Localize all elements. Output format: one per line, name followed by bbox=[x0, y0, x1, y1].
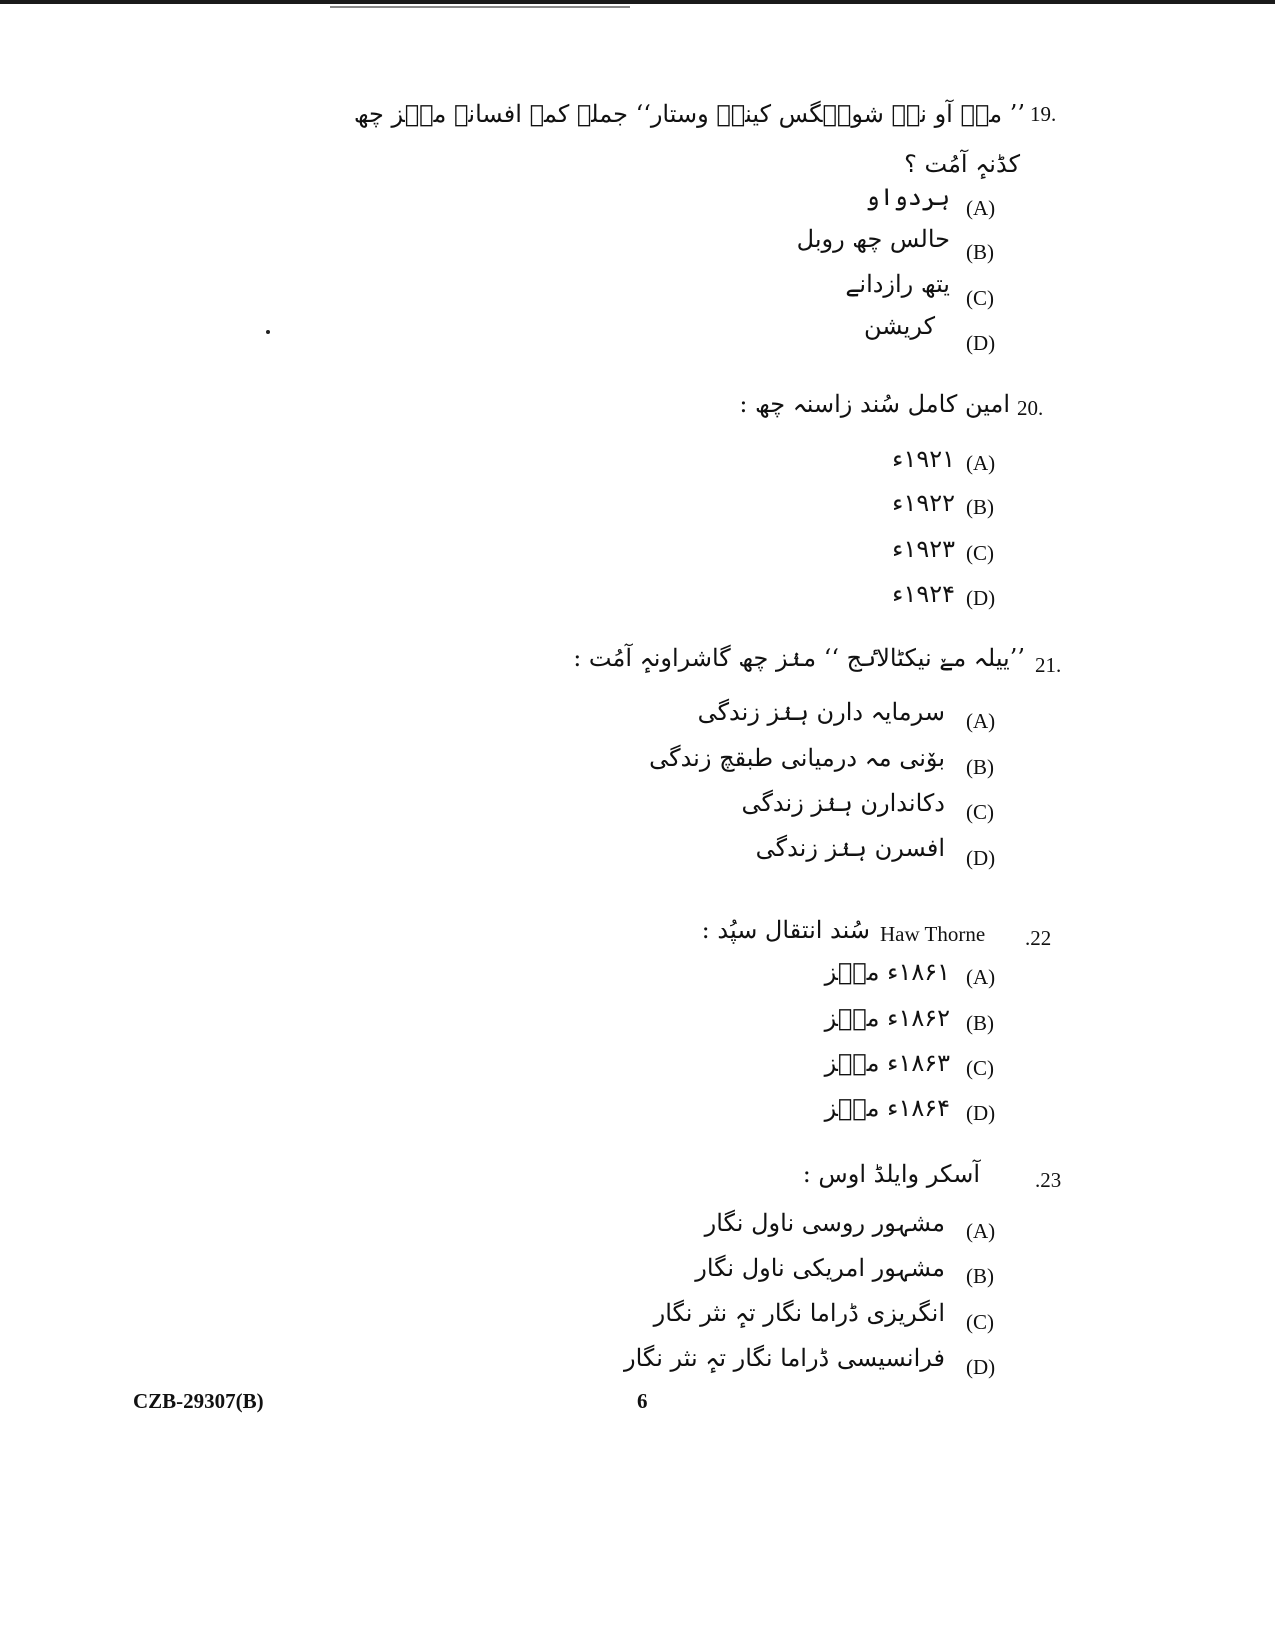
option-label: (D) bbox=[966, 846, 996, 870]
page-number: 6 bbox=[637, 1389, 648, 1413]
question-stem: ’’ مےٚ آو نہٕ شونٛگس کینہہ وستار‘‘ جملہ کمہ افسانہ منٛز چھ bbox=[353, 100, 1025, 128]
option-text: مشہور امریکی ناول نگار bbox=[695, 1254, 945, 1282]
option-label: (C) bbox=[966, 286, 994, 310]
question-number: .23 bbox=[1035, 1168, 1062, 1192]
option-text: کریشن bbox=[863, 312, 935, 340]
option-label: (C) bbox=[966, 800, 994, 824]
option-text: انگریزی ڈراما نگار تہٕ نثر نگار bbox=[653, 1299, 945, 1327]
question-number: 20. bbox=[1017, 396, 1044, 420]
paper-code: CZB-29307(B) bbox=[133, 1389, 264, 1413]
question-stem: ’’ییلہ مےٚ نیکٹالاٸج ‘‘ منٛز چھ گاشراونہٕ آمُت : bbox=[573, 644, 1025, 672]
question-stem: آسکر وایلڈ اوس : bbox=[802, 1160, 980, 1188]
option-text: یتھ رازدانے bbox=[845, 270, 950, 298]
option-label: (D) bbox=[966, 586, 996, 610]
option-text: ۱۸۶۲ء منٛز bbox=[824, 1004, 950, 1032]
question-number: 19. bbox=[1030, 102, 1057, 126]
top-rule bbox=[0, 0, 1275, 4]
question-stem-continued: کڈنہٕ آمُت ؟ bbox=[904, 150, 1020, 178]
option-text: حالس چھ روبل bbox=[796, 225, 950, 253]
option-label: (D) bbox=[966, 1355, 996, 1379]
option-text: دکاندارن ہنٛز زندگی bbox=[741, 789, 945, 817]
option-label: (D) bbox=[966, 1101, 996, 1125]
scan-speck bbox=[266, 330, 270, 334]
option-text: ۱۹۲۳ء bbox=[892, 535, 955, 563]
option-label: (A) bbox=[966, 709, 996, 733]
question-number: 21. bbox=[1035, 653, 1062, 677]
option-text: بوٚنی مہ درمیانی طبقچ زندگی bbox=[649, 744, 945, 772]
option-label: (B) bbox=[966, 240, 994, 264]
option-text: ۱۸۶۱ء منٛز bbox=[824, 958, 950, 986]
option-text: افسرن ہنٛز زندگی bbox=[755, 834, 945, 862]
question-stem: امین کامل سُند زاسنہ چھ : bbox=[739, 390, 1010, 418]
option-text: مشہور روسی ناول نگار bbox=[704, 1209, 945, 1237]
option-text: ۱۸۶۳ء منٛز bbox=[824, 1049, 950, 1077]
option-text: سرمایہ دارن ہنٛز زندگی bbox=[697, 698, 945, 726]
question-number: .22 bbox=[1025, 926, 1052, 950]
option-label: (A) bbox=[966, 196, 996, 220]
option-text: ہردواو bbox=[865, 183, 950, 211]
option-label: (B) bbox=[966, 495, 994, 519]
option-text: فرانسیسی ڈراما نگار تہٕ نثر نگار bbox=[624, 1344, 945, 1372]
option-label: (A) bbox=[966, 1219, 996, 1243]
question-stem: سُند انتقال سپُد : bbox=[701, 916, 870, 944]
option-text: ۱۸۶۴ء منٛز bbox=[824, 1094, 950, 1122]
option-label: (A) bbox=[966, 965, 996, 989]
option-label: (D) bbox=[966, 331, 996, 355]
option-text: ۱۹۲۴ء bbox=[892, 580, 955, 608]
option-label: (C) bbox=[966, 1056, 994, 1080]
option-label: (A) bbox=[966, 451, 996, 475]
option-label: (B) bbox=[966, 1011, 994, 1035]
option-label: (B) bbox=[966, 1264, 994, 1288]
option-label: (C) bbox=[966, 1310, 994, 1334]
option-text: ۱۹۲۱ء bbox=[892, 445, 955, 473]
option-label: (C) bbox=[966, 541, 994, 565]
question-stem-latin: Haw Thorne bbox=[880, 922, 986, 946]
option-label: (B) bbox=[966, 755, 994, 779]
option-text: ۱۹۲۲ء bbox=[892, 489, 955, 517]
top-rule-shadow bbox=[330, 6, 630, 8]
